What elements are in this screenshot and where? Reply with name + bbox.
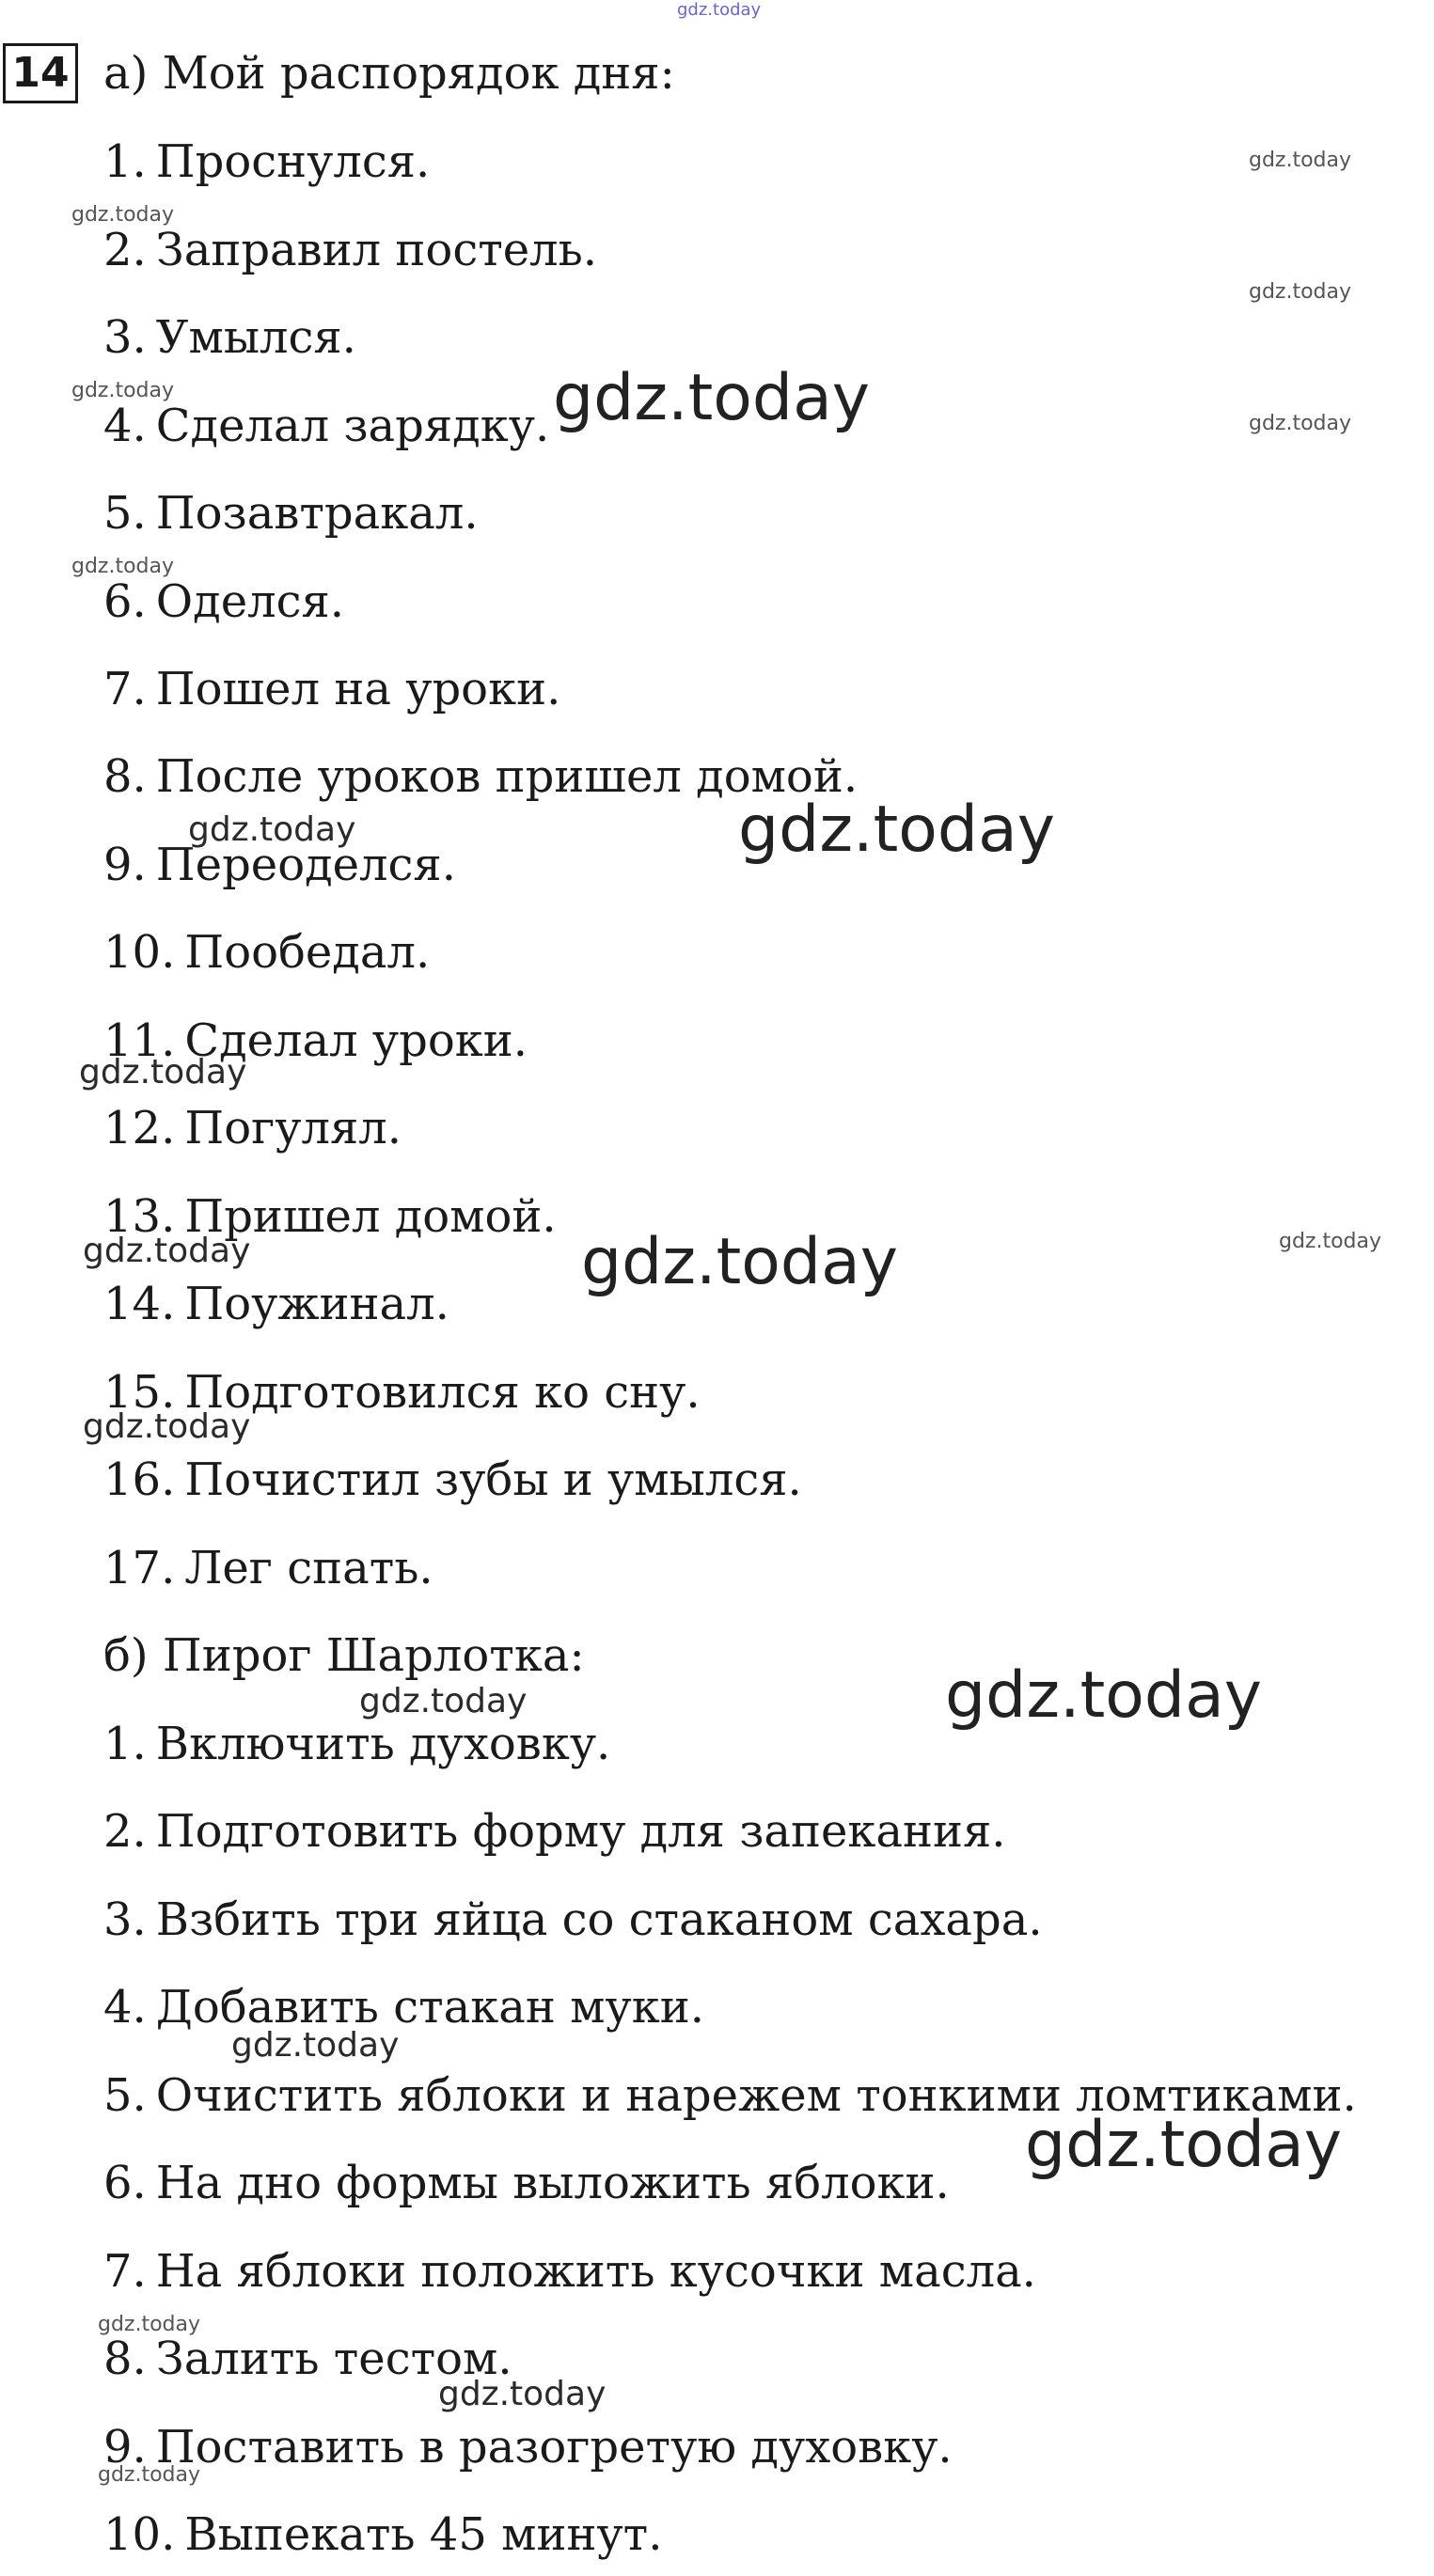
watermark: gdz.today: [1249, 412, 1352, 435]
item-text: Позавтракал.: [155, 487, 479, 540]
item-text: Подготовился ко сну.: [184, 1366, 701, 1419]
item-text: Погулял.: [184, 1102, 402, 1154]
item-number: 3.: [103, 311, 147, 364]
item-text: Очистить яблоки и нарежем тонкими ломтиками.: [155, 2069, 1357, 2122]
item-number: 14.: [103, 1278, 176, 1330]
list-item: [103, 1716, 610, 1772]
watermark: gdz.today: [359, 1682, 528, 1720]
list-item: [103, 485, 479, 542]
list-item: [103, 1540, 433, 1596]
item-number: 7.: [103, 663, 147, 715]
item-text: Переоделся.: [155, 839, 456, 891]
item-text: Залить тестом.: [155, 2333, 512, 2385]
list-item: [103, 2155, 950, 2211]
list-item: [103, 573, 344, 630]
watermark: gdz.today: [83, 1232, 251, 1270]
watermark: gdz.today: [98, 2463, 201, 2487]
watermark: gdz.today: [79, 1053, 247, 1092]
watermark: gdz.today: [1025, 2108, 1342, 2182]
list-item: [103, 1803, 1006, 1860]
list-item: [103, 1276, 449, 1332]
item-number: 10.: [103, 2508, 176, 2561]
item-text: Оделся.: [155, 575, 345, 628]
item-number: 8.: [103, 750, 147, 803]
list-item: [103, 222, 597, 278]
item-number: 11.: [103, 1014, 176, 1067]
watermark: gdz.today: [71, 379, 175, 402]
list-item: [103, 1979, 704, 2035]
watermark: gdz.today: [71, 555, 175, 578]
watermark: gdz.today: [553, 361, 870, 435]
item-text: Взбить три яйца со стаканом сахара.: [155, 1893, 1043, 1946]
list-item: [103, 134, 430, 190]
item-number: 13.: [103, 1190, 176, 1243]
item-number: 5.: [103, 2069, 147, 2122]
item-number: 4.: [103, 400, 147, 452]
list-item: [103, 1100, 402, 1156]
item-text: Умылся.: [155, 311, 356, 364]
list-item: [103, 309, 356, 366]
watermark: gdz.today: [231, 2026, 400, 2065]
watermark: gdz.today: [438, 2375, 607, 2413]
item-text: На яблоки положить кусочки масла.: [155, 2245, 1036, 2298]
item-text: Сделал зарядку.: [155, 400, 550, 452]
item-text: Пришел домой.: [184, 1190, 557, 1243]
watermark: gdz.today: [945, 1658, 1262, 1733]
watermark: gdz.today: [71, 203, 175, 227]
task-number-box: 14: [3, 43, 78, 103]
item-text: Пообедал.: [184, 926, 431, 979]
item-text: Сделал уроки.: [184, 1014, 528, 1067]
list-item: [103, 1452, 802, 1508]
item-number: 1.: [103, 135, 147, 188]
watermark: gdz.today: [98, 2313, 201, 2336]
list-item: [103, 398, 549, 454]
item-number: 8.: [103, 2333, 147, 2385]
item-number: 1.: [103, 1718, 147, 1770]
watermark: gdz.today: [581, 1225, 898, 1299]
item-text: Добавить стакан муки.: [155, 1981, 704, 2034]
item-number: 7.: [103, 2245, 147, 2298]
list-item: [103, 1892, 1043, 1948]
item-number: 15.: [103, 1366, 176, 1419]
item-text: Лег спать.: [184, 1542, 433, 1594]
item-number: 16.: [103, 1453, 176, 1506]
item-text: Включить духовку.: [155, 1718, 611, 1770]
item-text: После уроков пришел домой.: [155, 750, 859, 803]
item-text: Поставить в разогретую духовку.: [155, 2421, 953, 2474]
item-text: Почистил зубы и умылся.: [184, 1453, 802, 1506]
item-number: 12.: [103, 1102, 176, 1154]
item-number: 17.: [103, 1542, 176, 1594]
item-number: 2.: [103, 1805, 147, 1858]
item-text: Проснулся.: [155, 135, 431, 188]
item-text: Заправил постель.: [155, 224, 598, 276]
list-item: [103, 924, 430, 981]
list-item: [103, 2243, 1036, 2300]
item-number: 2.: [103, 224, 147, 276]
watermark: gdz.today: [1279, 1230, 1382, 1253]
section-a-heading: а) Мой распорядок дня:: [103, 47, 675, 100]
section-b-heading: б) Пирог Шарлотка:: [103, 1629, 585, 1682]
item-number: 5.: [103, 487, 147, 540]
watermark: gdz.today: [83, 1407, 251, 1446]
item-text: На дно формы выложить яблоки.: [155, 2157, 950, 2209]
item-text: Пошел на уроки.: [155, 663, 561, 715]
item-text: Подготовить форму для запекания.: [155, 1805, 1006, 1858]
item-number: 10.: [103, 926, 176, 979]
item-number: 6.: [103, 575, 147, 628]
item-text: Выпекать 45 минут.: [184, 2508, 663, 2561]
item-number: 6.: [103, 2157, 147, 2209]
list-item: [103, 2506, 663, 2563]
list-item: [103, 661, 560, 717]
watermark: gdz.today: [677, 0, 762, 20]
watermark: gdz.today: [188, 810, 356, 849]
item-number: 9.: [103, 2421, 147, 2474]
watermark: gdz.today: [1249, 280, 1352, 304]
watermark: gdz.today: [738, 793, 1055, 867]
list-item: [103, 2419, 953, 2475]
item-number: 9.: [103, 839, 147, 891]
item-text: Поужинал.: [184, 1278, 449, 1330]
item-number: 3.: [103, 1893, 147, 1946]
watermark: gdz.today: [1249, 149, 1352, 172]
item-number: 4.: [103, 1981, 147, 2034]
